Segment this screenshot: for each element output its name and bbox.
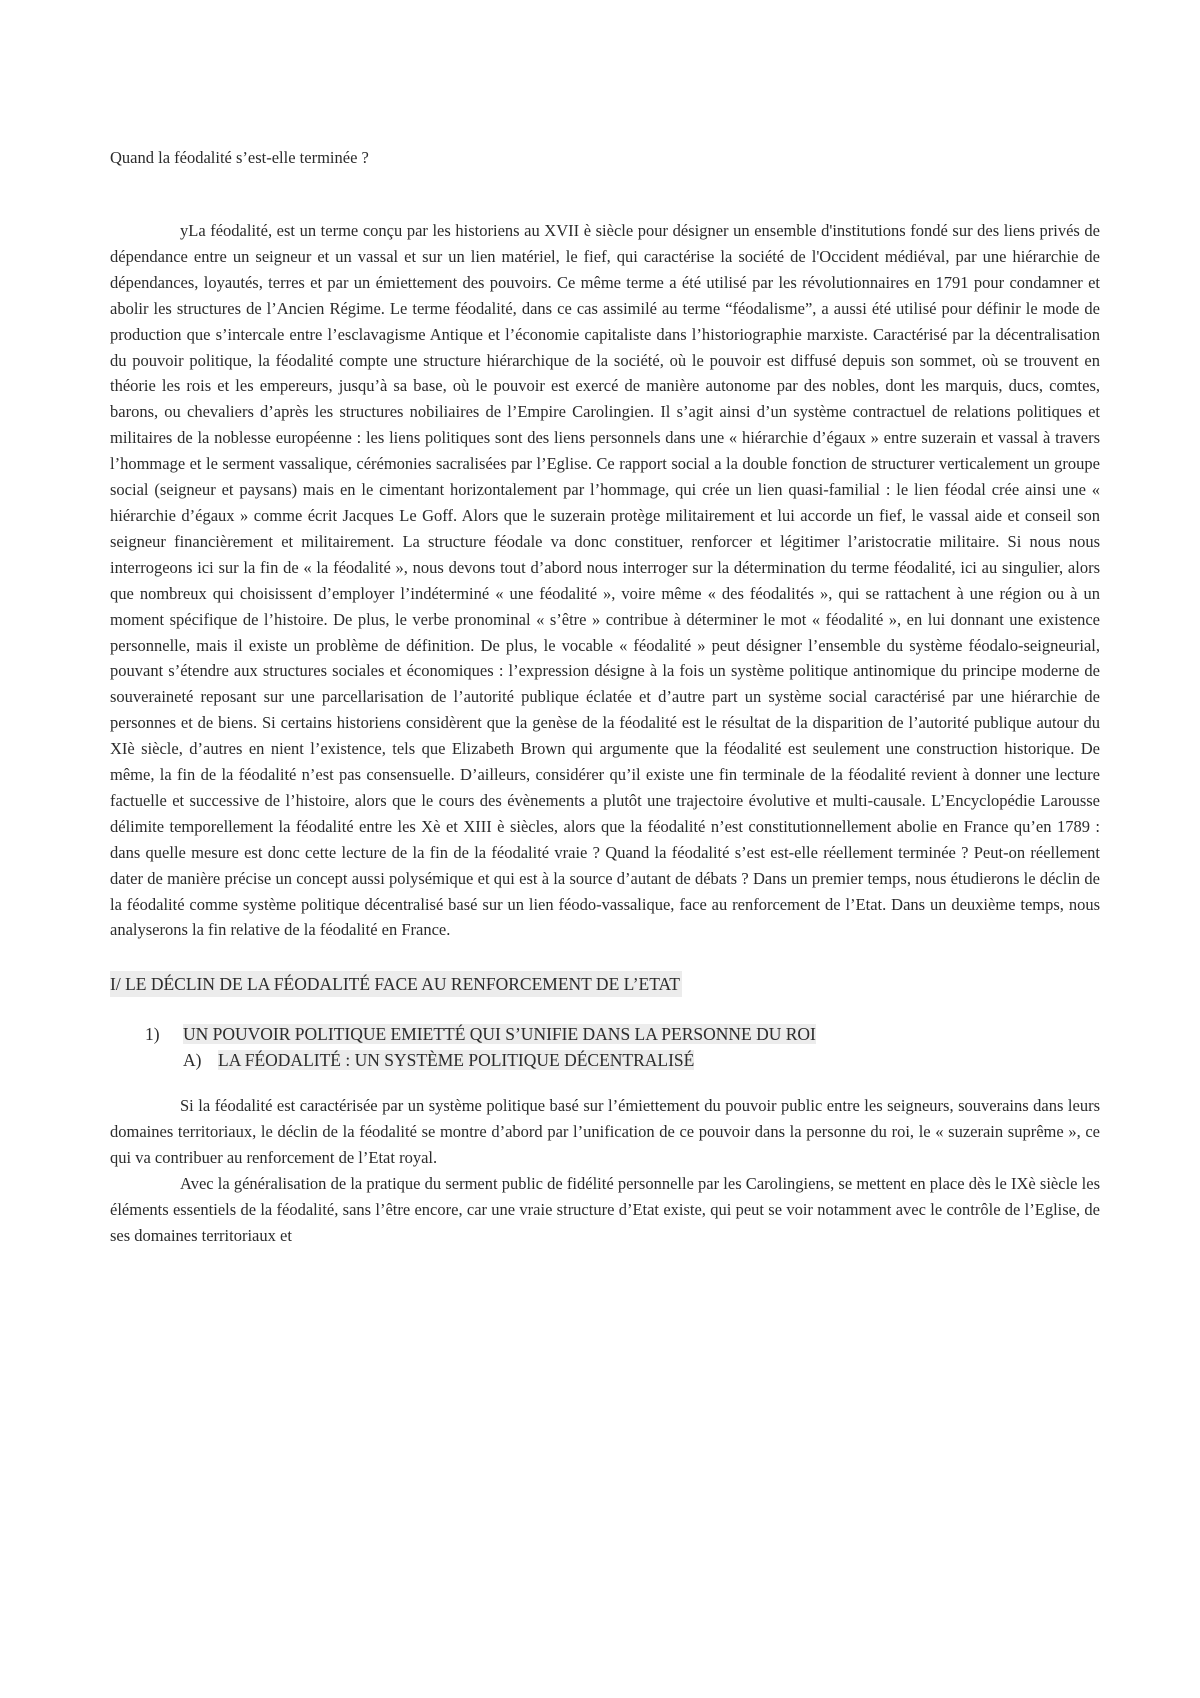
body-paragraph: Avec la généralisation de la pratique du serment public de fidélité personnelle par les Carolingiens, se mettent en place dès le IXè siècle les éléments essentiels de la féodalité, sans l’être encore, car une vraie structure d’Etat existe, qui peut se voir notamment avec le contrôle de l’Eglise, de ses domaines territoriaux et (110, 1174, 1100, 1245)
introduction-paragraph: yLa féodalité, est un terme conçu par les historiens au XVII è siècle pour désigner un ensemble d'institutions fondé sur des liens privés de dépendance entre un seigneur et un vassal et sur un lien matériel, le fief, qui caractérise la société de l'Occident médiéval, par une hiérarchie de dépendances, loyautés, terres et par un émiettement des pouvoirs. Ce même terme a été utilisé par les révolutionnaires en 1791 pour condamner et abolir les structures de l’Ancien Régime. Le terme féodalité, dans ce cas assimilé au terme “féodalisme”, a aussi été utilisé pour définir le mode de production que s’intercale entre l’esclavagisme Antique et l’économie capitaliste dans l’historiographie marxiste. Caractérisé par la décentralisation du pouvoir politique, la féodalité compte une structure hiérarchique de la société, où le pouvoir est diffusé depuis son sommet, où se trouvent en théorie les rois et les empereurs, jusqu’à sa base, où le pouvoir est exercé de manière autonome par des nobles, dont les marquis, ducs, comtes, barons, ou chevaliers d’après les structures nobiliaires de l’Empire Carolingien. Il s’agit ainsi d’un système contractuel de relations politiques et militaires de la noblesse européenne : les liens politiques sont des liens personnels dans une « hiérarchie d’égaux » entre suzerain et vassal à travers l’hommage et le serment vassalique, cérémonies sacralisées par l’Eglise. Ce rapport social a la double fonction de structurer verticalement un groupe social (seigneur et paysans) mais en le cimentant horizontalement par l’hommage, qui crée un lien quasi-familial : le lien féodal crée ainsi une « hiérarchie d’égaux » comme écrit Jacques Le Goff. Alors que le suzerain protège militairement et lui accorde un fief, le vassal aide et conseil son seigneur financièrement et militairement. La structure féodale va donc constituer, renforcer et légitimer l’aristocratie militaire. Si nous nous interrogeons ici sur la fin de « la féodalité », nous devons tout d’abord nous interroger sur la détermination du terme féodalité, ici au singulier, alors que nombreux qui choisissent d’employer l’indéterminé « une féodalité », voire même « des féodalités », qui se rattachent à une région ou à un moment spécifique de l’histoire. De plus, le verbe pronominal « s’être » contribue à déterminer le mot « féodalité », en lui donnant une existence personnelle, mais il existe un problème de définition. De plus, le vocable « féodalité » peut désigner l’ensemble du système féodalo-seigneurial, pouvant s’étendre aux structures sociales et économiques : l’expression désigne à la fois un système politique antinomique du principe moderne de souveraineté reposant sur une parcellarisation de l’autorité publique éclatée et d’autre part un système social caractérisé par une hiérarchie de personnes et de biens. Si certains historiens considèrent que la genèse de la féodalité est le résultat de la disparition de l’autorité publique autour du XIè siècle, d’autres en nient l’existence, tels que Elizabeth Brown qui argumente que la féodalité est seulement une construction historique. De même, la fin de la féodalité n’est pas consensuelle. D’ailleurs, considérer qu’il existe une fin terminale de la féodalité revient à donner une lecture factuelle et successive de l’histoire, alors que le cours des évènements a plutôt une trajectoire évolutive et multi-causale. L’Encyclopédie Larousse délimite temporellement la féodalité entre les Xè et XIII è siècles, alors que la féodalité n’est constitutionnellement abolie en France qu’en 1789 : dans quelle mesure est donc cette lecture de la fin de la féodalité vraie ? Quand la féodalité s’est est-elle réellement terminée ? Peut-on réellement dater de manière précise un concept aussi polysémique et qui est à la source d’autant de débats ? Dans un premier temps, nous étudierons le déclin de la féodalité comme système politique décentralisé basé sur un lien féodo-vassalique, face au renforcement de l’Etat. Dans un deuxième temps, nous analyserons la fin relative de la féodalité en France. (110, 221, 1100, 940)
document-body (110, 145, 1100, 1249)
subsection-number: 1) (145, 1024, 160, 1045)
subsubsection-letter: A) (183, 1050, 202, 1071)
section-heading: I/ LE DÉCLIN DE LA FÉODALITÉ FACE AU RENFORCEMENT DE L’ETAT (110, 971, 682, 997)
document-title: Quand la féodalité s’est-elle terminée ? (110, 148, 369, 167)
subsubsection-title: LA FÉODALITÉ : UN SYSTÈME POLITIQUE DÉCENTRALISÉ (218, 1050, 695, 1071)
subsection-title: UN POUVOIR POLITIQUE EMIETTÉ QUI S’UNIFIE DANS LA PERSONNE DU ROI (183, 1024, 816, 1045)
subsubsection-heading (110, 1047, 1100, 1073)
subsection-heading (110, 1021, 1100, 1047)
body-paragraph: Si la féodalité est caractérisée par un système politique basé sur l’émiettement du pouvoir public entre les seigneurs, souverains dans leurs domaines territoriaux, le déclin de la féodalité se montre d’abord par l’unification de ce pouvoir dans la personne du roi, le « suzerain suprême », ce qui va contribuer au renforcement de l’Etat royal. (110, 1096, 1100, 1168)
